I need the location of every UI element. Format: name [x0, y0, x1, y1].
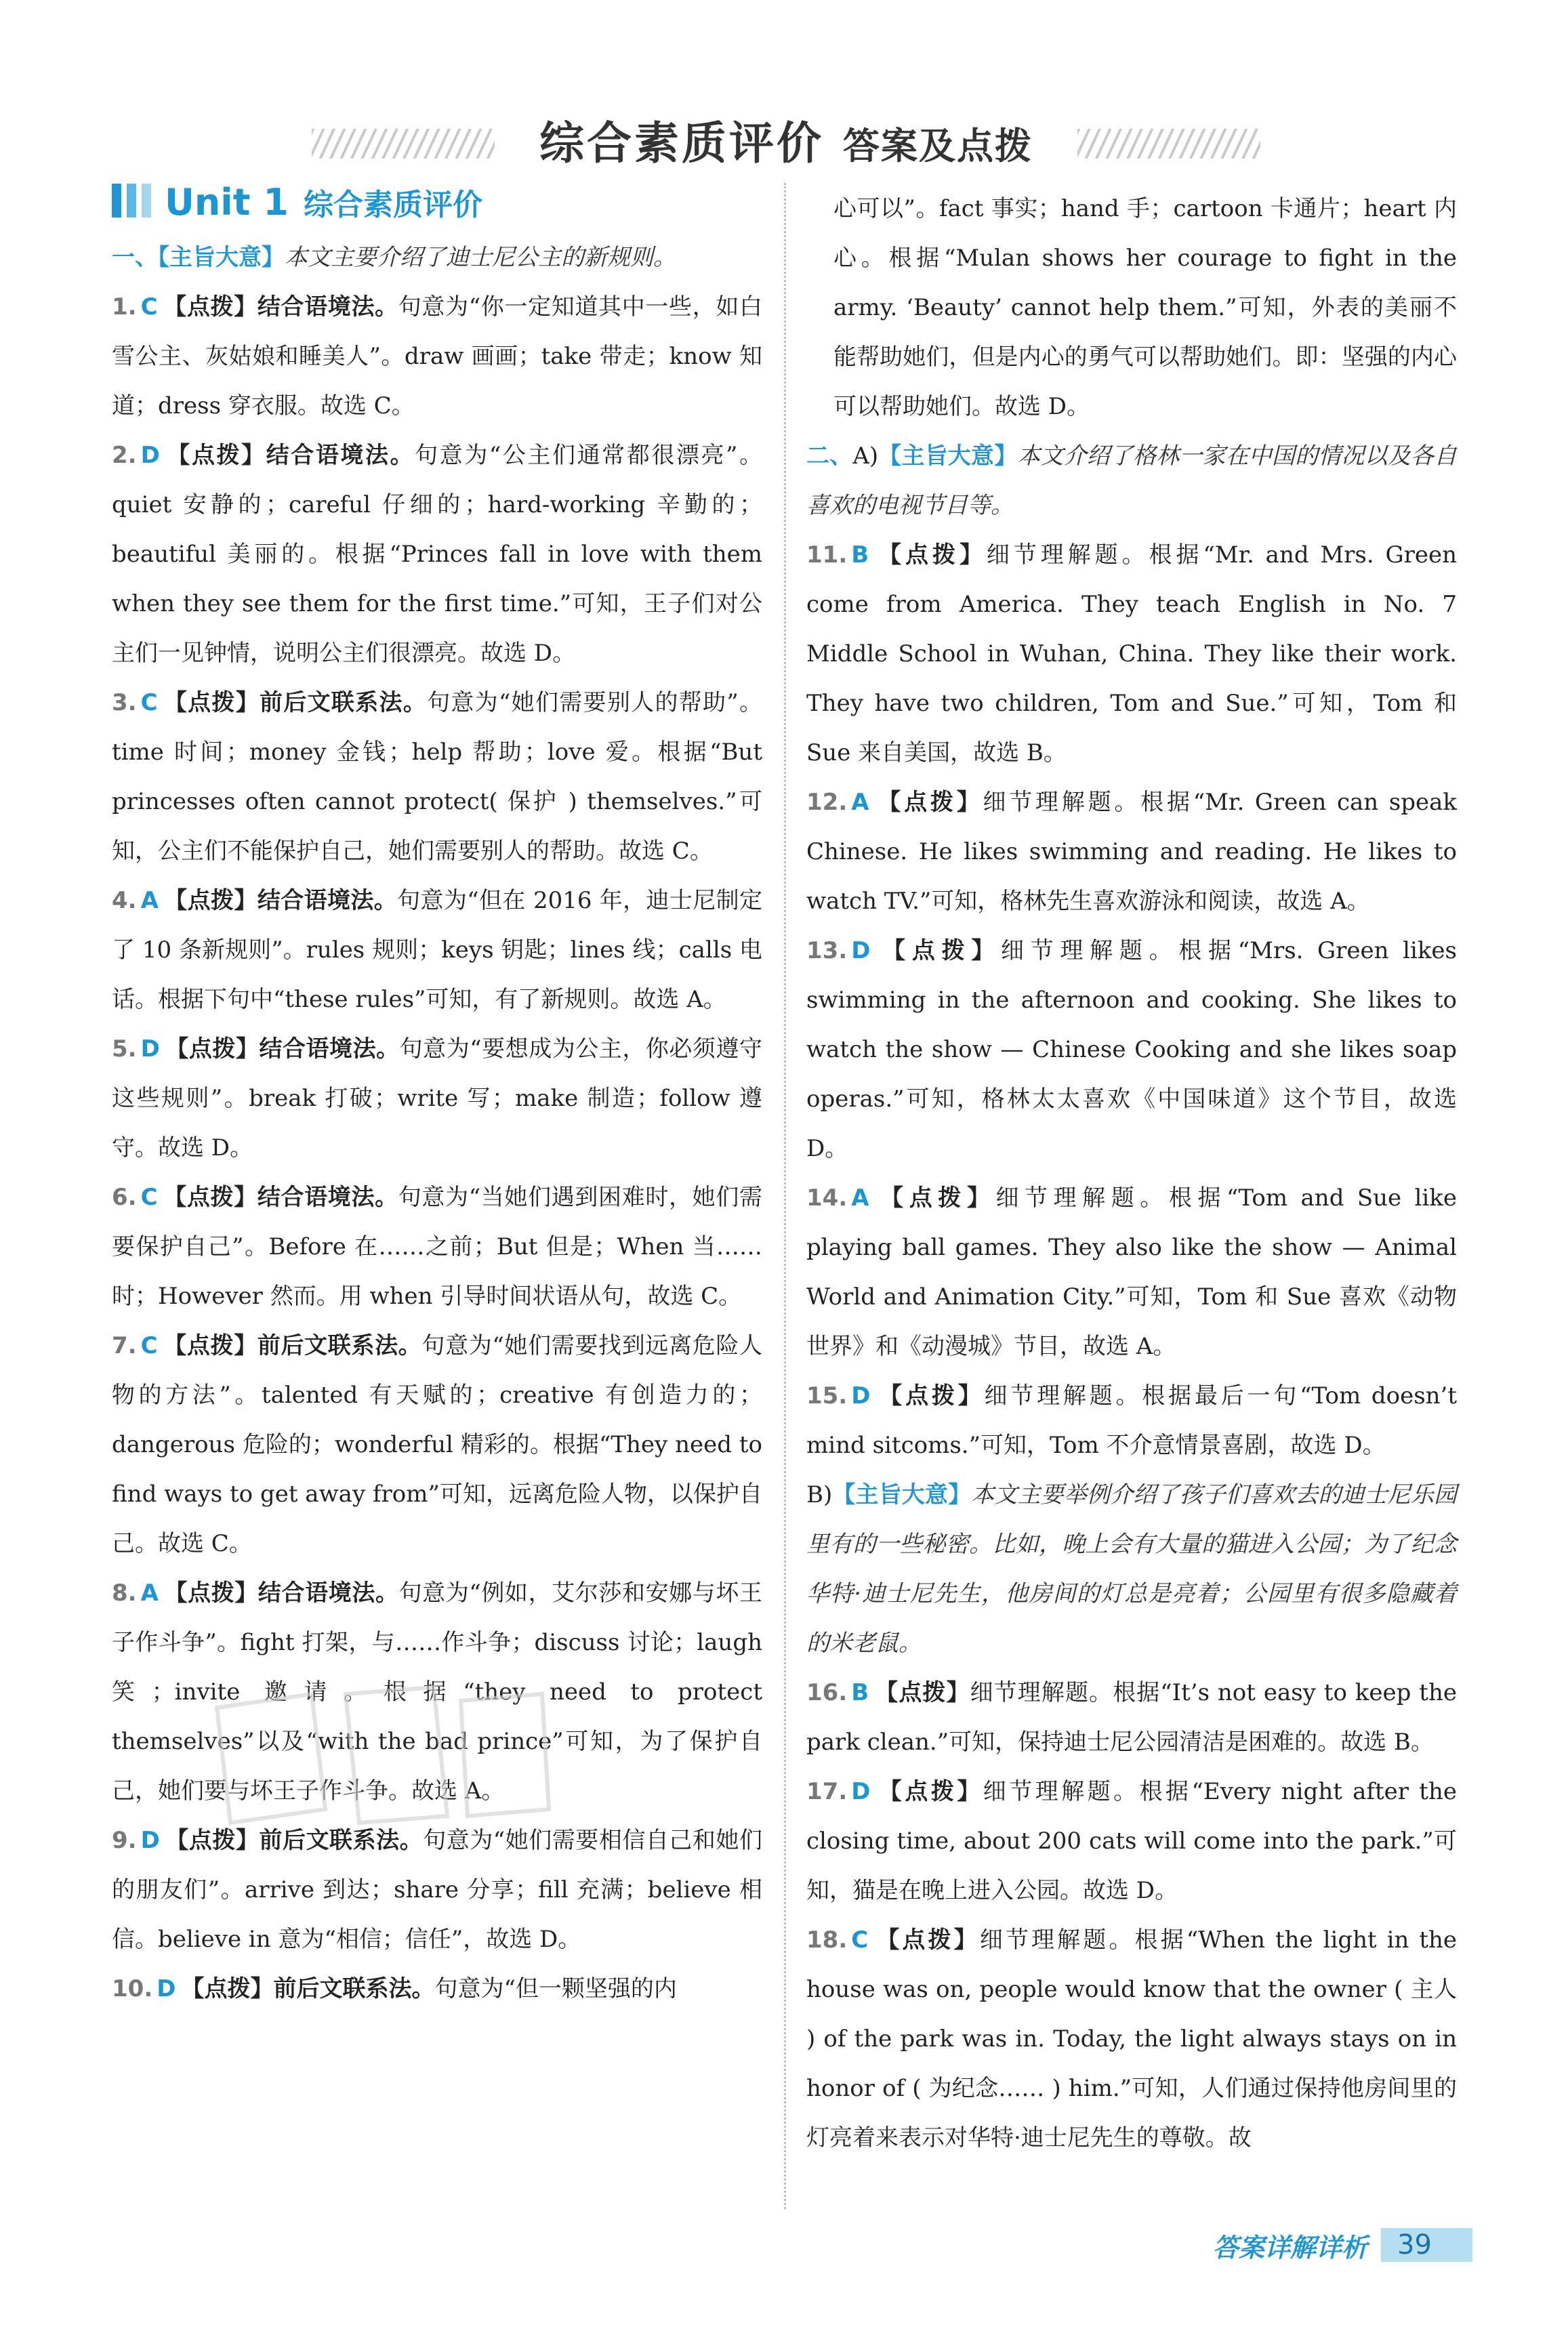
answer-item: [806, 1767, 1457, 1916]
title-sub: 答案及点拨: [843, 125, 1033, 167]
footer-label: 答案详解详析: [1213, 2232, 1368, 2263]
answer-item: [112, 876, 762, 1025]
item-answer: B: [851, 1679, 869, 1706]
page-footer: [1213, 2228, 1472, 2262]
item-text: 句意为“她们需要别人的帮助”。time 时间；money 金钱；help 帮助；love 爱。根据“But princesses often cannot protect( 保护 ) themselves.”可知，公主们不能保护自己，她们需要别人的帮助。故选 C。: [112, 689, 763, 865]
answer-item: [806, 926, 1457, 1174]
item-number: 8.: [112, 1580, 137, 1607]
item-answer: D: [851, 1778, 871, 1805]
answer-item: [112, 431, 762, 678]
answer-item: [112, 283, 762, 431]
item-text: 句意为“但在 2016 年，迪士尼制定了 10 条新规则”。rules 规则；keys 钥匙；lines 线；calls 电话。根据下句中“these rules”可知，有了新规则。故选 A。: [112, 887, 763, 1013]
gist-text: 本文主要介绍了迪士尼公主的新规则。: [285, 244, 676, 271]
item-number: 9.: [112, 1827, 137, 1854]
item-text: 细节理解题。根据“Every night after the closing time, about 200 cats will come into the park.”可知，猫是在晚上进入公园。故选 D。: [806, 1778, 1457, 1904]
item-answer: A: [851, 1184, 869, 1212]
item-text: 句意为“她们需要找到远离危险人物的方法”。talented 有天赋的；creative 有创造力的；dangerous 危险的；wonderful 精彩的。根据“They need to find ways to get away from”可知，远离危险人物，以保护自己。故选 C。: [112, 1332, 762, 1557]
answer-item: [806, 1916, 1457, 2163]
item-answer: C: [140, 1184, 158, 1211]
item-tag: 【点拨】结合语境法。: [163, 1580, 399, 1607]
answer-item: [806, 1372, 1457, 1470]
gist-label: 【主旨大意】: [878, 442, 1018, 470]
item-number: 4.: [112, 887, 137, 914]
item-tag: 【点拨】结合语境法。: [165, 442, 415, 469]
item-text: 句意为“当她们遇到困难时，她们需要保护自己”。Before 在……之前；But 但是；When 当……时；However 然而。用 when 引导时间状语从句，故选 C。: [112, 1184, 762, 1310]
item-number: 3.: [112, 689, 137, 716]
item-tag: 【点拨】结合语境法。: [165, 1035, 400, 1063]
item-number: 17.: [806, 1778, 848, 1805]
item-answer: C: [140, 1332, 158, 1359]
answer-item: [112, 1569, 762, 1816]
answer-item: [112, 1025, 762, 1173]
answer-continuation: [806, 184, 1457, 432]
item-tag: 【点拨】: [875, 1382, 985, 1409]
answer-item: [112, 1964, 762, 2014]
item-number: 16.: [806, 1679, 848, 1706]
answer-item: [112, 1321, 762, 1569]
item-answer: C: [140, 293, 158, 321]
answer-item: [806, 1668, 1457, 1767]
item-tag: 【点拨】前后文联系法。: [163, 689, 428, 716]
item-answer: D: [157, 1975, 176, 2002]
page-title: [515, 107, 1057, 171]
item-number: 14.: [806, 1184, 848, 1212]
unit-title: 综合素质评价: [304, 188, 482, 222]
unit-bars-icon: [112, 184, 157, 220]
answer-item: [112, 678, 762, 876]
continuation-text: 心可以”。fact 事实；hand 手；cartoon 卡通片；heart 内心。根据“Mulan shows her courage to fight in the army. ‘Beauty’ cannot help them.”可知，外表的美丽不能帮助她们，但是内心的勇气可以帮助她们。即：坚强的内心可以帮助她们。故选 D。: [833, 195, 1457, 420]
gist-text: 本文介绍了格林一家在中国的情况以及各自喜欢的电视节目等。: [806, 442, 1458, 519]
item-text: 细节理解题。根据“Mrs. Green likes swimming in the afternoon and cooking. She likes to watch the show — Chinese Cooking and she likes soap operas.”可知，格林太太喜欢《中国味道》这个节目，故选 D。: [806, 937, 1457, 1162]
item-tag: 【点拨】: [874, 789, 983, 816]
item-text: 细节理解题。根据“It’s not easy to keep the park clean.”可知，保持迪士尼公园清洁是困难的。故选 B。: [806, 1679, 1457, 1756]
item-text: 句意为“公主们通常都很漂亮”。quiet 安静的；careful 仔细的；hard-working 辛勤的；beautiful 美丽的。根据“Princes fall in love with them when they see them for the first time.”可知，王子们对公主们一见钟情，说明公主们很漂亮。故选 D。: [112, 442, 763, 667]
item-number: 5.: [112, 1035, 137, 1063]
item-number: 2.: [112, 442, 137, 469]
item-text: 细节理解题。根据最后一句“Tom doesn’t mind sitcoms.”可知，Tom 不介意情景喜剧，故选 D。: [806, 1382, 1458, 1459]
item-text: 句意为“要想成为公主，你必须遵守这些规则”。break 打破；write 写；make 制造；follow 遵守。故选 D。: [112, 1035, 762, 1161]
item-number: 15.: [806, 1382, 848, 1409]
page-header: [0, 107, 1568, 182]
section-gist: [806, 432, 1457, 531]
section-number: 二、: [806, 442, 853, 470]
item-tag: 【点拨】: [873, 1926, 980, 1954]
page-number: 39: [1381, 2228, 1472, 2262]
item-answer: D: [140, 1827, 160, 1854]
answer-item: [806, 1174, 1457, 1372]
item-tag: 【点拨】前后文联系法。: [181, 1975, 435, 2002]
header-stripes-right: [1077, 129, 1260, 159]
item-text: 句意为“她们需要相信自己和她们的朋友们”。arrive 到达；share 分享；fill 充满；believe 相信。believe in 意为“相信；信任”，故选 D。: [112, 1827, 762, 1953]
item-tag: 【点拨】: [874, 1679, 970, 1706]
item-tag: 【点拨】前后文联系法。: [163, 1332, 422, 1359]
item-text: 句意为“例如，艾尔莎和安娜与坏王子作斗争”。fight 打架，与……作斗争；discuss 讨论；laugh 笑；invite 邀请。根据“they need to protect themselves”以及“with the bad prince”可知，为了保护自己，她们要与坏王子作斗争。故选 A。: [112, 1580, 763, 1805]
item-answer: D: [140, 442, 160, 469]
item-text: 句意为“但一颗坚强的内: [434, 1975, 677, 2002]
item-number: 12.: [806, 789, 848, 816]
left-column: [112, 175, 762, 2014]
item-answer: D: [140, 1035, 160, 1063]
item-text: 细节理解题。根据“Mr. Green can speak Chinese. He likes swimming and reading. He likes to watch TV.”可知，格林先生喜欢游泳和阅读，故选 A。: [806, 789, 1458, 915]
item-number: 6.: [112, 1184, 137, 1211]
answer-item: [806, 778, 1457, 926]
item-number: 10.: [112, 1975, 153, 2002]
title-main: 综合素质评价: [539, 117, 824, 169]
item-text: 句意为“你一定知道其中一些，如白雪公主、灰姑娘和睡美人”。draw 画画；take 带走；know 知道；dress 穿衣服。故选 C。: [112, 293, 762, 419]
item-number: 18.: [806, 1926, 848, 1954]
item-tag: 【点拨】: [874, 1184, 996, 1212]
item-answer: A: [140, 887, 159, 914]
item-answer: A: [140, 1580, 159, 1607]
answer-item: [112, 1816, 762, 1964]
item-text: 细节理解题。根据“Mr. and Mrs. Green come from America. They teach English in No. 7 Middle School in Wuhan, China. They like their work. They have two children, Tom and Sue.”可知，Tom 和 Sue 来自美国，故选 B。: [806, 541, 1457, 766]
item-tag: 【点拨】: [874, 541, 987, 569]
right-column: [806, 184, 1457, 2163]
header-stripes-left: [312, 129, 495, 159]
right-column-body: [806, 184, 1457, 2163]
item-number: 1.: [112, 293, 137, 321]
item-answer: D: [851, 937, 871, 964]
left-column-body: [112, 233, 762, 2014]
unit-label: Unit 1: [165, 180, 289, 224]
column-divider: [784, 183, 786, 2209]
answer-item: [806, 531, 1457, 778]
item-number: 11.: [806, 541, 848, 569]
item-tag: 【点拨】结合语境法。: [163, 293, 398, 321]
item-answer: A: [851, 789, 869, 816]
unit-heading: [112, 175, 762, 229]
item-text: 细节理解题。根据“Tom and Sue like playing ball games. They also like the show — Animal World and Animation City.”可知，Tom 和 Sue 喜欢《动物世界》和《动漫城》节目，故选 A。: [806, 1184, 1457, 1360]
item-answer: C: [140, 689, 158, 716]
item-number: 7.: [112, 1332, 137, 1359]
item-tag: 【点拨】: [875, 1778, 983, 1805]
item-text: 细节理解题。根据“When the light in the house was on, people would know that the owner ( 主人 ) of the park was in. Today, the light always stays on in honor of ( 为纪念…… ) him.”可知，人们通过保持他房间里的灯亮着来表示对华特·迪士尼先生的尊敬。故: [806, 1926, 1457, 2151]
gist-label: 【主旨大意】: [832, 1481, 972, 1508]
gist-text: 本文主要举例介绍了孩子们喜欢去的迪士尼乐园里有的一些秘密。比如，晚上会有大量的猫进入公园；为了纪念华特·迪士尼先生，他房间的灯总是亮着；公园里有很多隐藏着的米老鼠。: [806, 1481, 1458, 1657]
item-answer: D: [851, 1382, 871, 1409]
item-tag: 【点拨】结合语境法。: [163, 1184, 398, 1211]
gist-label: 【主旨大意】: [158, 244, 285, 271]
section-number: 一、: [112, 244, 158, 271]
item-answer: C: [851, 1926, 869, 1954]
section-part: B): [806, 1481, 833, 1508]
item-tag: 【点拨】前后文联系法。: [165, 1827, 424, 1854]
item-answer: B: [851, 541, 869, 569]
item-tag: 【点拨】: [875, 937, 1002, 964]
item-tag: 【点拨】结合语境法。: [163, 887, 398, 914]
answer-item: [112, 1173, 762, 1321]
item-number: 13.: [806, 937, 848, 964]
section-gist: [806, 1470, 1457, 1668]
section-part: A): [852, 442, 879, 470]
section-gist: [112, 233, 762, 283]
